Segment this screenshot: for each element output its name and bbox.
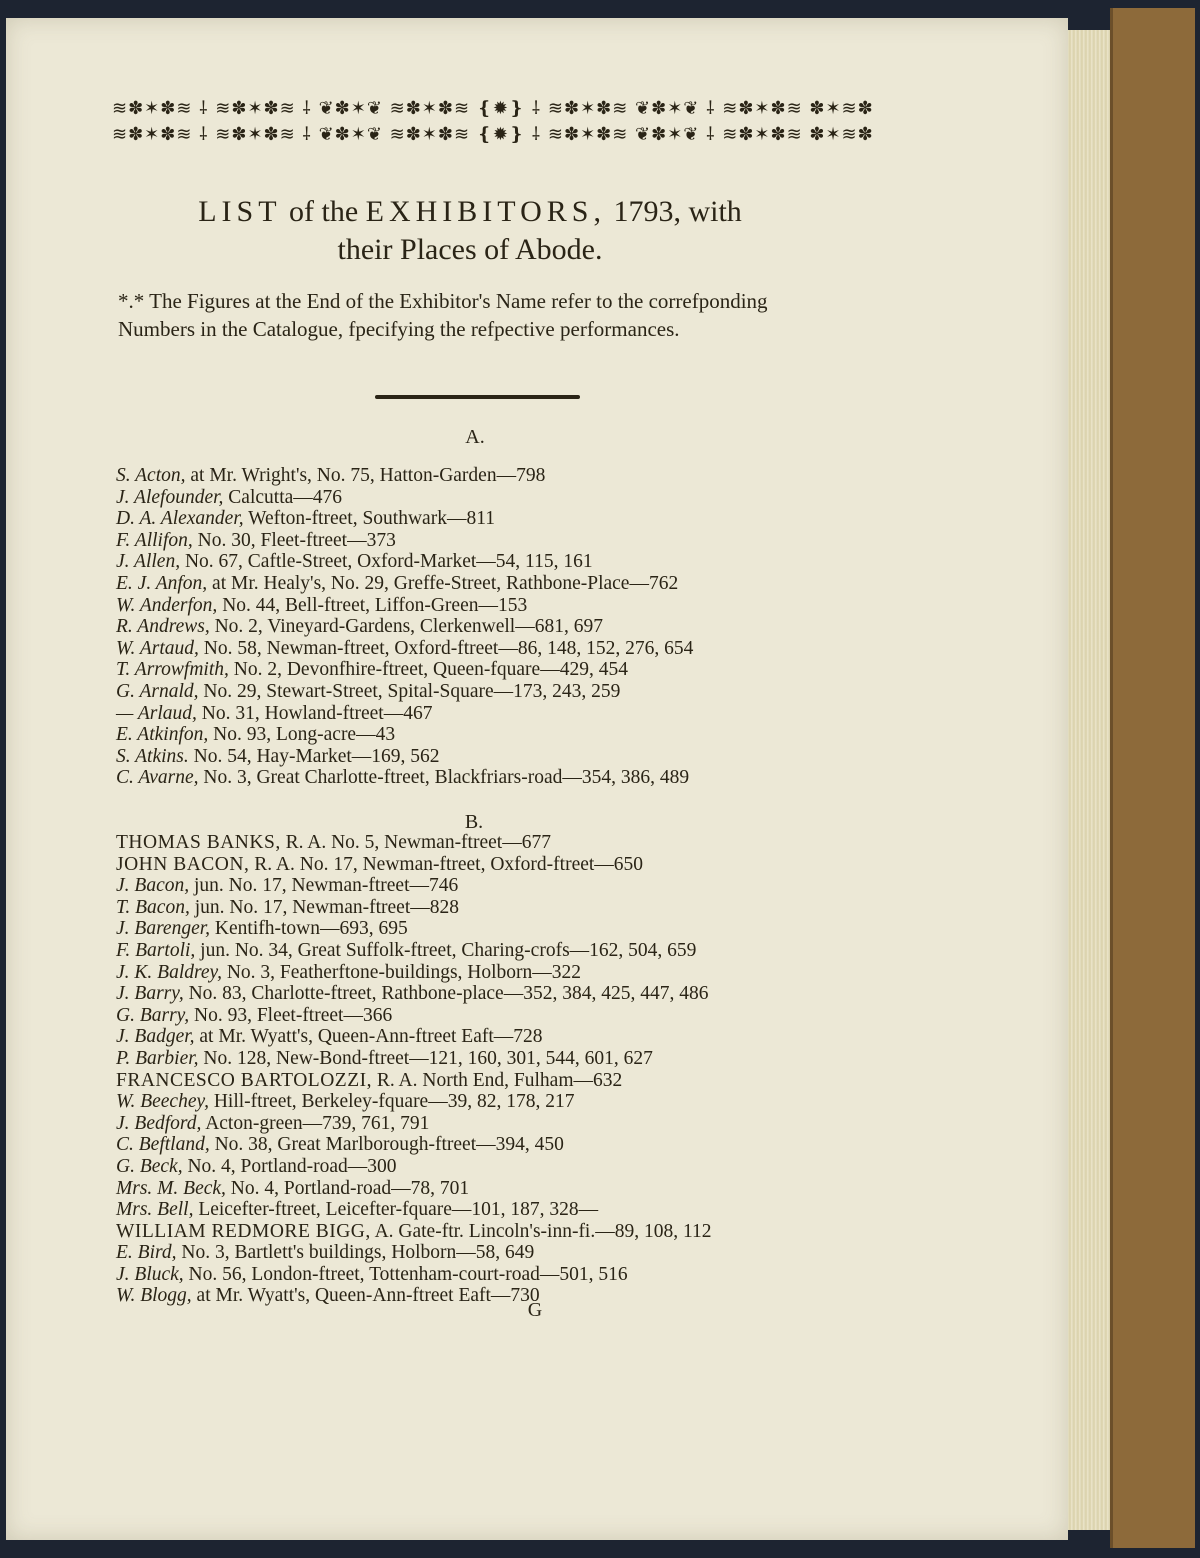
exhibitor-name: Mrs. M. Beck, [116,1177,226,1199]
note-asterism-icon: *.* [118,289,145,313]
exhibitor-address-and-numbers: No. 44, Bell-ftreet, Liffon-Green—153 [217,594,528,616]
exhibitor-name: W. Beechey, [116,1091,209,1113]
note-text: The Figures at the End of the Exhibitor's Name refer to the correfponding Numbers in the Catalogue, fpecifying the refpective performances. [118,289,768,341]
exhibitor-entry [116,1221,846,1243]
exhibitor-entry [116,983,846,1005]
exhibitor-name: J. K. Baldrey, [116,961,222,983]
exhibitor-entry [116,551,846,573]
exhibitor-name: J. Allen, [116,551,181,573]
exhibitor-address-and-numbers: Leicefter-ftreet, Leicefter-fquare—101, 187, 328— [193,1199,599,1221]
exhibitor-address-and-numbers: No. 3, Featherftone-buildings, Holborn—322 [221,961,582,983]
exhibitor-entry [116,1134,846,1156]
exhibitor-entry [116,1113,846,1135]
exhibitor-address-and-numbers: No. 2, Vineyard-Gardens, Clerkenwell—681, 697 [209,616,603,638]
title-line-1 [110,193,830,231]
exhibitor-name: W. Blogg, [116,1285,192,1307]
exhibitor-entry [116,1070,846,1092]
exhibitor-entry [116,746,846,768]
title-of-the: of the [289,195,359,228]
exhibitor-address-and-numbers: A. Gate-ftr. Lincoln's-inn-fi.—89, 108, 112 [370,1220,712,1242]
ornament-row-2: ≋✽✶✽≋ ⸸ ≋✽✶✽≋ ⸸ ❦✽✶❦ ≋✽✶✽≋ ❴✹❵ ⸸ ≋✽✶✽≋ ❦✽✶❦ ⸸ ≋✽✶✽≋ ✽✶≋✽ [112,124,874,145]
exhibitor-address-and-numbers: at Mr. Wright's, No. 75, Hatton-Garden—798 [185,465,546,486]
page-title [110,193,830,269]
title-line-2: their Places of Abode. [337,233,603,266]
exhibitor-name: P. Barbier, [116,1047,199,1069]
exhibitor-entry [116,1199,846,1221]
exhibitor-entry [116,1091,846,1113]
exhibitor-name: J. Alefounder, [116,486,224,508]
exhibitor-entry [116,638,846,660]
exhibitor-name: — Arlaud, [116,702,197,724]
exhibitor-address-and-numbers: jun. No. 17, Newman-ftreet—828 [189,896,459,918]
ornament-row-1: ≋✽✶✽≋ ⸸ ≋✽✶✽≋ ⸸ ❦✽✶❦ ≋✽✶✽≋ ❴✹❵ ⸸ ≋✽✶✽≋ ❦✽✶❦ ⸸ ≋✽✶✽≋ ✽✶≋✽ [112,98,874,119]
exhibitor-address-and-numbers: No. 128, New-Bond-ftreet—121, 160, 301, 544, 601, 627 [198,1047,653,1069]
exhibitor-list-b [116,832,846,1307]
page-fore-edge [1068,30,1110,1530]
exhibitor-entry [116,724,846,746]
exhibitor-address-and-numbers: No. 93, Fleet-ftreet—366 [189,1004,393,1026]
exhibitor-name: Mrs. Bell, [116,1199,194,1221]
exhibitor-name: WILLIAM REDMORE BIGG, [116,1220,371,1242]
exhibitor-name: S. Acton, [116,465,186,486]
exhibitor-name: FRANCESCO BARTOLOZZI, [116,1069,372,1091]
exhibitor-entry [116,1285,846,1307]
exhibitor-address-and-numbers: No. 29, Stewart-Street, Spital-Square—173, 243, 259 [198,680,621,702]
exhibitor-entry [116,918,846,940]
exhibitor-address-and-numbers: R. A. North End, Fulham—632 [372,1069,623,1091]
exhibitor-address-and-numbers: at Mr. Healy's, No. 29, Greffe-Street, Rathbone-Place—762 [207,572,679,594]
exhibitor-name: W. Anderfon, [116,594,218,616]
exhibitor-name: C. Avarne, [116,767,199,789]
exhibitor-name: D. A. Alexander, [116,508,244,530]
decorative-ornament-band [112,96,874,148]
exhibitor-entry [116,659,846,681]
exhibitor-entry [116,1264,846,1286]
exhibitor-list-a [116,465,846,789]
book-cover-edge [1110,8,1195,1548]
exhibitor-name: G. Barry, [116,1004,190,1026]
exhibitor-name: S. Atkins. [116,745,189,767]
exhibitor-address-and-numbers: No. 67, Caftle-Street, Oxford-Market—54, 115, 161 [180,551,593,573]
exhibitor-name: E. Bird, [116,1242,177,1264]
exhibitor-name: C. Beftland, [116,1134,210,1156]
exhibitor-address-and-numbers: No. 30, Fleet-ftreet—373 [192,529,396,551]
exhibitor-name: G. Beck, [116,1155,183,1177]
exhibitor-address-and-numbers: No. 3, Great Charlotte-ftreet, Blackfriars-road—354, 386, 489 [198,767,690,789]
exhibitor-name: G. Arnald, [116,680,199,702]
title-year: 1793, with [613,195,742,228]
exhibitor-name: W. Artaud, [116,637,199,659]
exhibitor-address-and-numbers: No. 54, Hay-Market—169, 562 [188,745,440,767]
exhibitor-address-and-numbers: Hill-ftreet, Berkeley-fquare—39, 82, 178, 217 [208,1091,575,1113]
exhibitor-entry [116,1048,846,1070]
exhibitor-address-and-numbers: R. A. No. 17, Newman-ftreet, Oxford-ftreet—650 [249,853,644,875]
title-exhibitors: EXHIBITORS, [365,195,606,228]
exhibitor-entry [116,767,846,789]
exhibitor-address-and-numbers: No. 56, London-ftreet, Tottenham-court-road—501, 516 [183,1263,628,1285]
exhibitor-name: T. Arrowfmith, [116,659,229,681]
exhibitor-name: J. Barenger, [116,918,211,940]
exhibitor-entry [116,1005,846,1027]
title-list: LIST [198,195,282,228]
exhibitor-address-and-numbers: No. 83, Charlotte-ftreet, Rathbone-place—352, 384, 425, 447, 486 [183,983,709,1005]
exhibitor-entry [116,681,846,703]
exhibitor-name: F. Allifon, [116,529,193,551]
exhibitor-entry [116,1242,846,1264]
decorative-rule [375,395,580,399]
exhibitor-entry [116,573,846,595]
exhibitor-address-and-numbers: jun. No. 34, Great Suffolk-ftreet, Charing-crofs—162, 504, 659 [195,939,697,961]
exhibitor-address-and-numbers: No. 3, Bartlett's buildings, Holborn—58, 649 [176,1242,535,1264]
exhibitor-entry [116,940,846,962]
exhibitor-entry [116,595,846,617]
exhibitor-address-and-numbers: No. 2, Devonfhire-ftreet, Queen-fquare—429, 454 [228,659,628,681]
exhibitor-name: E. J. Anfon, [116,572,208,594]
exhibitor-address-and-numbers: jun. No. 17, Newman-ftreet—746 [189,875,459,897]
exhibitor-entry [116,465,846,487]
exhibitor-name: JOHN BACON, [116,853,250,875]
exhibitor-address-and-numbers: Calcutta—476 [223,486,343,508]
exhibitor-address-and-numbers: R. A. No. 5, Newman-ftreet—677 [280,832,551,853]
exhibitor-entry [116,832,846,854]
exhibitor-entry [116,616,846,638]
section-letter-b: B. [464,811,484,833]
explanatory-note [118,287,830,343]
exhibitor-entry [116,962,846,984]
signature-mark: G [527,1299,543,1321]
exhibitor-entry [116,897,846,919]
exhibitor-address-and-numbers: No. 93, Long-acre—43 [208,724,396,746]
exhibitor-entry [116,854,846,876]
exhibitor-address-and-numbers: No. 4, Portland-road—300 [182,1155,397,1177]
exhibitor-entry [116,875,846,897]
exhibitor-address-and-numbers: Kentifh-town—693, 695 [210,918,408,940]
exhibitor-address-and-numbers: at Mr. Wyatt's, Queen-Ann-ftreet Eaft—728 [194,1026,543,1048]
exhibitor-name: J. Bluck, [116,1263,184,1285]
exhibitor-entry [116,1026,846,1048]
exhibitor-name: J. Bedford, [116,1112,202,1134]
exhibitor-entry [116,1178,846,1200]
exhibitor-name: R. Andrews, [116,616,210,638]
exhibitor-entry [116,703,846,725]
exhibitor-address-and-numbers: at Mr. Wyatt's, Queen-Ann-ftreet Eaft—730 [191,1285,540,1307]
exhibitor-name: T. Bacon, [116,896,190,918]
exhibitor-entry [116,530,846,552]
exhibitor-address-and-numbers: Wefton-ftreet, Southwark—811 [243,508,495,530]
exhibitor-address-and-numbers: No. 4, Portland-road—78, 701 [225,1177,470,1199]
exhibitor-address-and-numbers: No. 58, Newman-ftreet, Oxford-ftreet—86, 148, 152, 276, 654 [198,637,694,659]
exhibitor-address-and-numbers: Acton-green—739, 761, 791 [201,1112,430,1134]
exhibitor-name: F. Bartoli, [116,939,196,961]
section-letter-a: A. [465,426,485,448]
exhibitor-address-and-numbers: No. 31, Howland-ftreet—467 [196,702,433,724]
exhibitor-entry [116,487,846,509]
exhibitor-name: J. Badger, [116,1026,195,1048]
exhibitor-entry [116,1156,846,1178]
exhibitor-name: J. Bacon, [116,875,190,897]
exhibitor-name: THOMAS BANKS, [116,832,281,853]
exhibitor-entry [116,508,846,530]
exhibitor-address-and-numbers: No. 38, Great Marlborough-ftreet—394, 450 [209,1134,564,1156]
exhibitor-name: J. Barry, [116,983,184,1005]
exhibitor-name: E. Atkinfon, [116,724,209,746]
